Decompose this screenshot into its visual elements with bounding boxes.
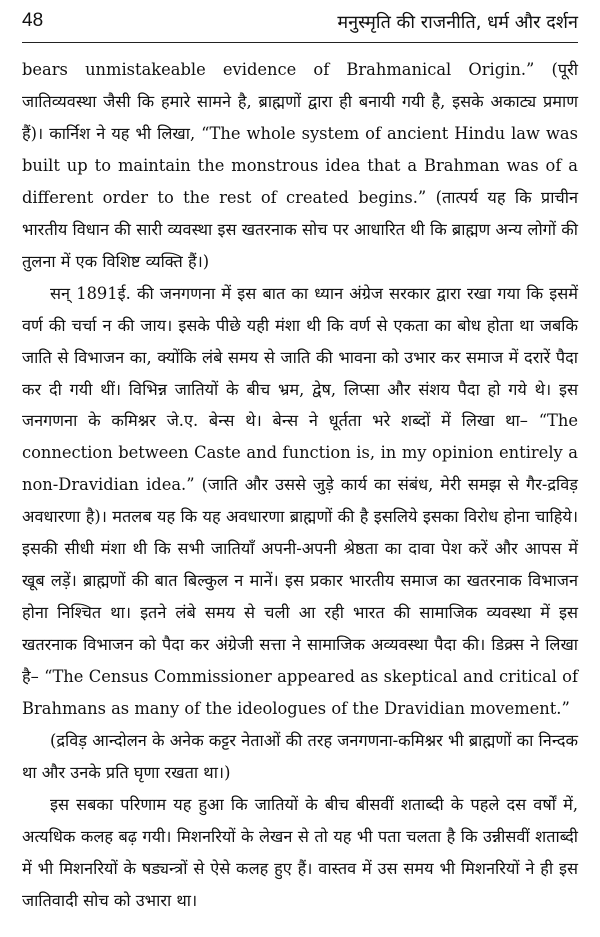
body-text xyxy=(22,54,578,917)
running-title: मनुस्मृति की राजनीति, धर्म और दर्शन xyxy=(337,12,578,33)
paragraph-2: सन् 1891ई. की जनगणना में इस बात का ध्यान अंग्रेज सरकार द्वारा रखा गया कि इसमें वर्ण की चर्चा न की जाय। इसके पीछे यही मंशा थी कि वर्ण से एकता का बोध होता था जबकि जाति से विभाजन का, क्योंकि लंबे समय से जाति की भावना को उभार कर समाज में दरारें पैदा कर दी गयी थीं। विभिन्न जातियों के बीच भ्रम, द्वेष, लिप्सा और संशय पैदा हो गये थे। इस जनगणना के कमिश्नर जे.ए. बेन्स थे। बेन्स ने धूर्तता भरे शब्दों में लिखा था– “The connection between Caste and function is, in my opinion entirely a non-Dravidian idea.” (जाति और उससे जुड़े कार्य का संबंध, मेरी समझ से गैर-द्रविड़ अवधारणा है)। मतलब यह कि यह अवधारणा ब्राह्मणों की है इसलिये इसका विरोध होना चाहिये। इसकी सीधी मंशा थी कि सभी जातियाँ अपनी-अपनी श्रेष्ठता का दावा पेश करें और आपस में खूब लड़ें। ब्राह्मणों की बात बिल्कुल न मानें। इस प्रकार भारतीय समाज का खतरनाक विभाजन होना निश्चित था। इतने लंबे समय से चली आ रही भारत की सामाजिक व्यवस्था में इस खतरनाक विभाजन को पैदा कर अंग्रेजी सत्ता ने सामाजिक अव्यवस्था पैदा की। डिक्र्स ने लिखा है– “The Census Commissioner appeared as skeptical and critical of Brahmans as many of the ideologues of the Dravidian movement.” xyxy=(22,283,578,719)
paragraph-1: bears unmistakeable evidence of Brahmanical Origin.” (पूरी जातिव्यवस्था जैसी कि हमारे सामने है, ब्राह्मणों द्वारा ही बनायी गयी है, इसके अकाट्य प्रमाण हैं)। कार्निश ने यह भी लिखा, “The whole system of ancient Hindu law was built up to maintain the monstrous idea that a Brahman was of a different order to the rest of created begins.” (तात्पर्य यह कि प्राचीन भारतीय विधान की सारी व्यवस्था इस खतरनाक सोच पर आधारित थी कि ब्राह्मण अन्य लोगों की तुलना में एक विशिष्ट व्यक्ति हैं।) xyxy=(22,60,578,271)
page-number: 48 xyxy=(22,10,44,31)
page-header xyxy=(22,8,578,43)
paragraph-3: (द्रविड़ आन्दोलन के अनेक कट्टर नेताओं की तरह जनगणना-कमिश्नर भी ब्राह्मणों का निन्दक था और उनके प्रति घृणा रखता था।) xyxy=(22,731,578,782)
paragraph-4: इस सबका परिणाम यह हुआ कि जातियों के बीच बीसवीं शताब्दी के पहले दस वर्षों में, अत्यधिक कलह बढ़ गयी। मिशनरियों के लेखन से तो यह भी पता चलता है कि उन्नीसवीं शताब्दी में भी मिशनरियों के षड्यन्त्रों से ऐसे कलह हुए हैं। वास्तव में उस समय भी मिशनरियों ने ही इस जातिवादी सोच को उभारा था। xyxy=(22,794,578,910)
